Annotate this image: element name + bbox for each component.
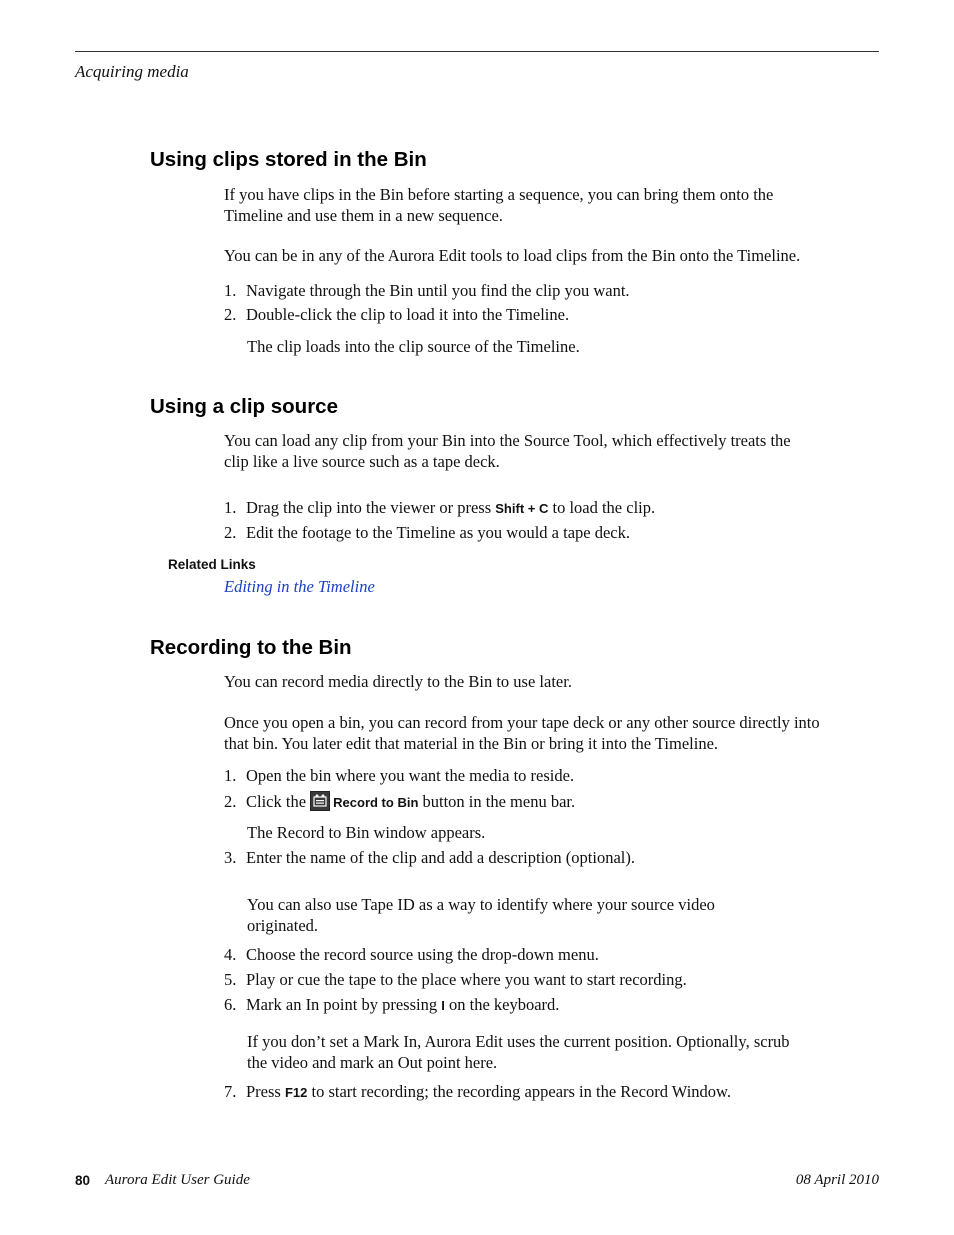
header-rule [75,51,879,52]
source-intro-paragraph: You can load any clip from your Bin into the Source Tool, which effectively treats the clip like a live source such as a tape deck. [224,431,791,471]
recording-step-6: 6. Mark an In point by pressing I on the keyboard. [224,995,560,1014]
footer-guide-title: Aurora Edit User Guide [105,1172,250,1188]
record-to-bin-button-label: Record to Bin [333,795,419,810]
clips-tools-paragraph: You can be in any of the Aurora Edit tools to load clips from the Bin onto the Timeline. [224,246,801,265]
recording-step-7: 7. Press F12 to start recording; the recording appears in the Record Window. [224,1082,731,1101]
heading-recording-bin: Recording to the Bin [150,636,352,659]
recording-step-3: 3. Enter the name of the clip and add a description (optional). [224,848,635,867]
recording-step-3-note: You can also use Tape ID as a way to identify where your source video originated. [247,895,715,935]
source-step-1: 1. Drag the clip into the viewer or press Shift + C to load the clip. [224,498,656,517]
recording-step-1: 1. Open the bin where you want the media to reside. [224,766,575,785]
shortcut-shift-c: Shift + C [495,501,549,516]
related-links-label: Related Links [168,557,256,572]
editing-in-timeline-link[interactable]: Editing in the Timeline [224,577,375,596]
heading-using-clips: Using clips stored in the Bin [150,148,427,171]
shortcut-f12: F12 [284,1085,308,1100]
record-to-bin-icon [310,791,330,811]
recording-step-4: 4. Choose the record source using the drop-down menu. [224,945,599,964]
clips-step-2: 2. Double-click the clip to load it into the Timeline. [224,305,570,324]
clips-intro-paragraph: If you have clips in the Bin before starting a sequence, you can bring them onto the Timeline and use them in a new sequence. [224,185,774,225]
heading-clip-source: Using a clip source [150,395,338,418]
chapter-title: Acquiring media [75,62,189,81]
recording-step-5: 5. Play or cue the tape to the place where you want to start recording. [224,970,687,989]
recording-intro-paragraph: You can record media directly to the Bin to use later. [224,672,572,691]
recording-detail-paragraph: Once you open a bin, you can record from your tape deck or any other source directly into that bin. You later edit that material in the Bin or bring it into the Timeline. [224,713,820,753]
page-number: 80 [75,1173,91,1188]
clips-step-result: The clip loads into the clip source of the Timeline. [247,337,580,356]
shortcut-i: I [441,998,445,1013]
clips-step-1: 1. Navigate through the Bin until you find the clip you want. [224,281,630,300]
recording-step-6-note: If you don’t set a Mark In, Aurora Edit uses the current position. Optionally, scrub the video and mark an Out point here. [247,1032,790,1072]
recording-step-2-result: The Record to Bin window appears. [247,823,486,842]
footer-date: 08 April 2010 [795,1172,879,1188]
recording-step-2: 2. Click the Record to Bin button in the menu bar. [224,792,576,811]
source-step-2: 2. Edit the footage to the Timeline as you would a tape deck. [224,523,631,542]
